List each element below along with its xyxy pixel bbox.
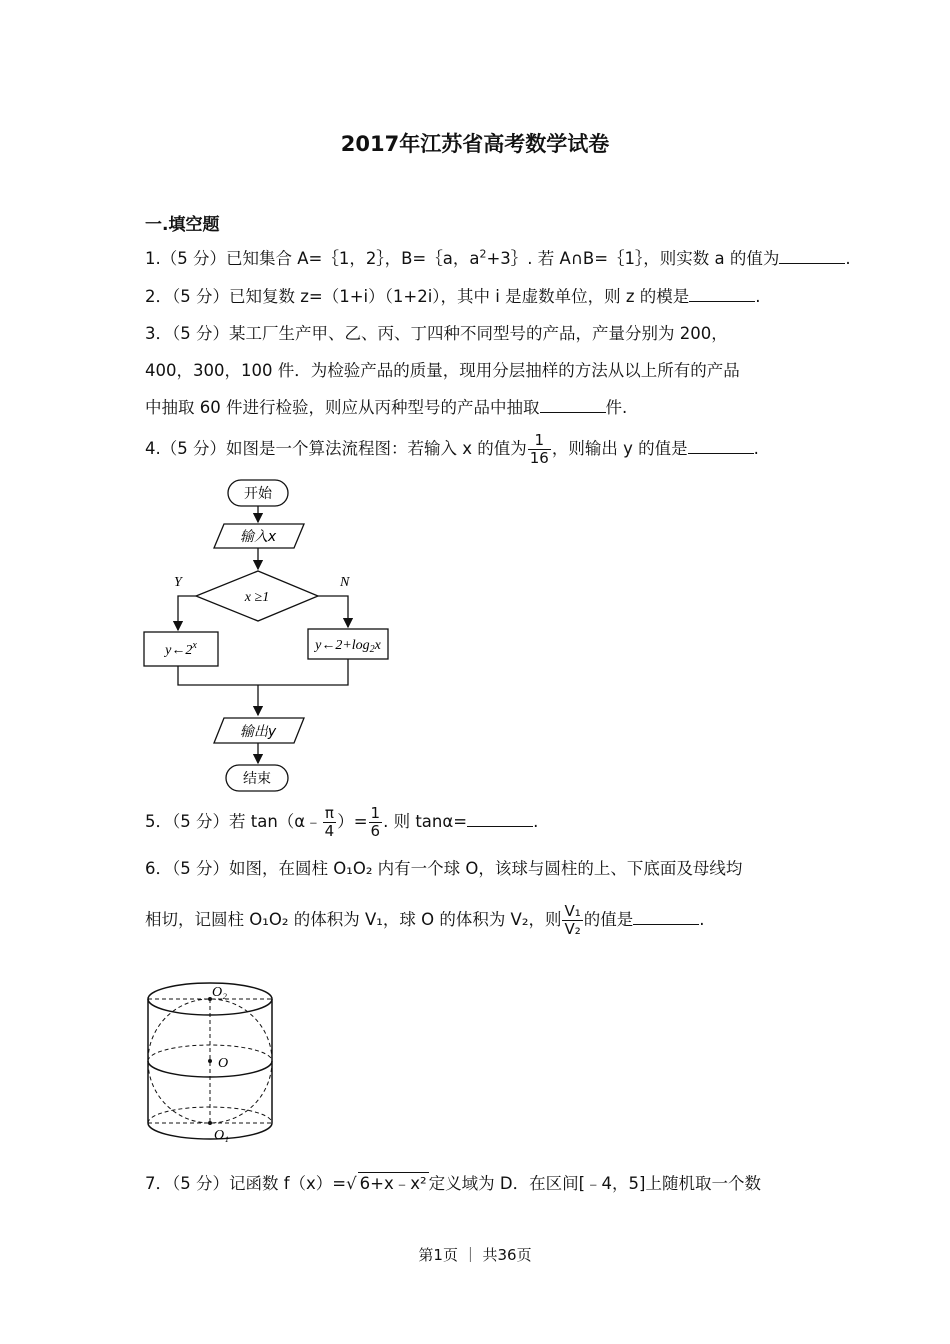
q4-text-b: ，则输出 y 的值是: [551, 439, 688, 458]
page-footer: 第1页 ｜ 共36页: [418, 1246, 532, 1264]
q6-frac-den: V₂: [564, 920, 581, 938]
q5-frac1-num: π: [323, 805, 337, 823]
answer-blank[interactable]: [688, 438, 754, 454]
q4-fraction: [528, 432, 551, 467]
q3-text: 中抽取 60 件进行检验，则应从丙种型号的产品中抽取: [145, 398, 540, 417]
flowchart-diagram: [130, 472, 410, 802]
q4-frac-den: 16: [529, 449, 549, 467]
no-branch-label: [313, 638, 382, 655]
start-label: 开始: [244, 486, 272, 502]
question-3-line-3: [145, 397, 627, 419]
label-o2: O₂: [212, 985, 227, 1000]
q5-frac2-num: 1: [370, 804, 381, 822]
question-6-line-1: 6．（5 分）如图，在圆柱 O₁O₂ 内有一个球 O，该球与圆柱的上、下底面及母线均: [145, 859, 743, 878]
yes-branch-text: y←2: [165, 643, 193, 658]
condition-label: x ≥1: [244, 590, 270, 605]
q1-text-b: +3｝. 若 A∩B=｛1｝，则实数 a 的值为: [486, 249, 780, 268]
output-label: 输出y: [239, 724, 277, 740]
q4-frac-num: 1: [528, 432, 551, 450]
end-label: 结束: [243, 771, 271, 787]
section-heading: 一.填空题: [145, 215, 220, 235]
yes-label: Y: [174, 575, 182, 590]
q5-frac2-den: 6: [370, 822, 381, 840]
q3-end: 件.: [605, 398, 628, 417]
answer-blank[interactable]: [779, 248, 845, 264]
q7-text-b: 定义域为 D．在区间[﹣4，5]上随机取一个数: [428, 1174, 761, 1193]
q6-frac-num: V₁: [564, 902, 581, 920]
q7-radicand: 6+x﹣x²: [359, 1174, 427, 1193]
q6-end: .: [699, 910, 705, 929]
q5-end: .: [533, 812, 539, 831]
q5-text-c: . 则 tanα=: [383, 812, 468, 831]
label-o: O: [218, 1056, 229, 1071]
no-branch-text: y←2+log: [315, 638, 370, 653]
q1-text-a: 1.（5 分）已知集合 A=｛1，2｝，B=｛a，a: [145, 249, 480, 268]
no-label: N: [340, 575, 350, 590]
q4-end: .: [753, 439, 759, 458]
q4-text-a: 4.（5 分）如图是一个算法流程图：若输入 x 的值为: [145, 439, 527, 458]
q5-fraction-1: [323, 805, 337, 840]
q5-fraction-2: [369, 805, 383, 840]
question-3-line-1: 3．（5 分）某工厂生产甲、乙、丙、丁四种不同型号的产品，产量分别为 200，: [145, 324, 728, 343]
no-branch-sub: 2: [369, 644, 375, 655]
question-3-line-2: 400，300，100 件．为检验产品的质量，现用分层抽样的方法从以上所有的产品: [145, 361, 740, 380]
question-4: [145, 430, 759, 468]
paper-title: 2017年江苏省高考数学试卷: [340, 132, 610, 156]
input-label: 输入x: [239, 529, 277, 545]
question-6-line-2: [145, 898, 705, 942]
q1-end: .: [845, 249, 851, 268]
answer-blank[interactable]: [467, 811, 533, 827]
answer-blank[interactable]: [633, 909, 699, 925]
yes-branch-label: [163, 640, 197, 658]
sqrt-sign: √: [346, 1174, 357, 1193]
label-o1: O₁: [214, 1128, 229, 1143]
question-2: [145, 286, 761, 308]
answer-blank[interactable]: [540, 397, 606, 413]
q6-fraction: [562, 903, 582, 938]
question-1: [145, 248, 851, 270]
yes-branch-sup: x: [192, 640, 197, 651]
q1-sup: 2: [479, 247, 487, 261]
no-branch-tail: x: [374, 638, 381, 653]
question-7: [145, 1172, 761, 1195]
question-5: [145, 803, 538, 841]
q2-end: .: [755, 287, 761, 306]
cylinder-sphere-diagram: [140, 975, 280, 1155]
q6-text-b: 的值是: [583, 910, 634, 929]
q6-text-a: 相切，记圆柱 O₁O₂ 的体积为 V₁，球 O 的体积为 V₂，则: [145, 910, 562, 929]
q2-text: 2．（5 分）已知复数 z=（1+i）（1+2i），其中 i 是虚数单位，则 z 的模是: [145, 287, 690, 306]
q7-text-a: 7．（5 分）记函数 f（x）=: [145, 1174, 347, 1193]
q5-frac1-den: 4: [324, 822, 335, 840]
q5-text-a: 5．（5 分）若 tan（α﹣: [145, 812, 322, 831]
q5-text-b: ）=: [337, 812, 368, 831]
answer-blank[interactable]: [689, 286, 755, 302]
